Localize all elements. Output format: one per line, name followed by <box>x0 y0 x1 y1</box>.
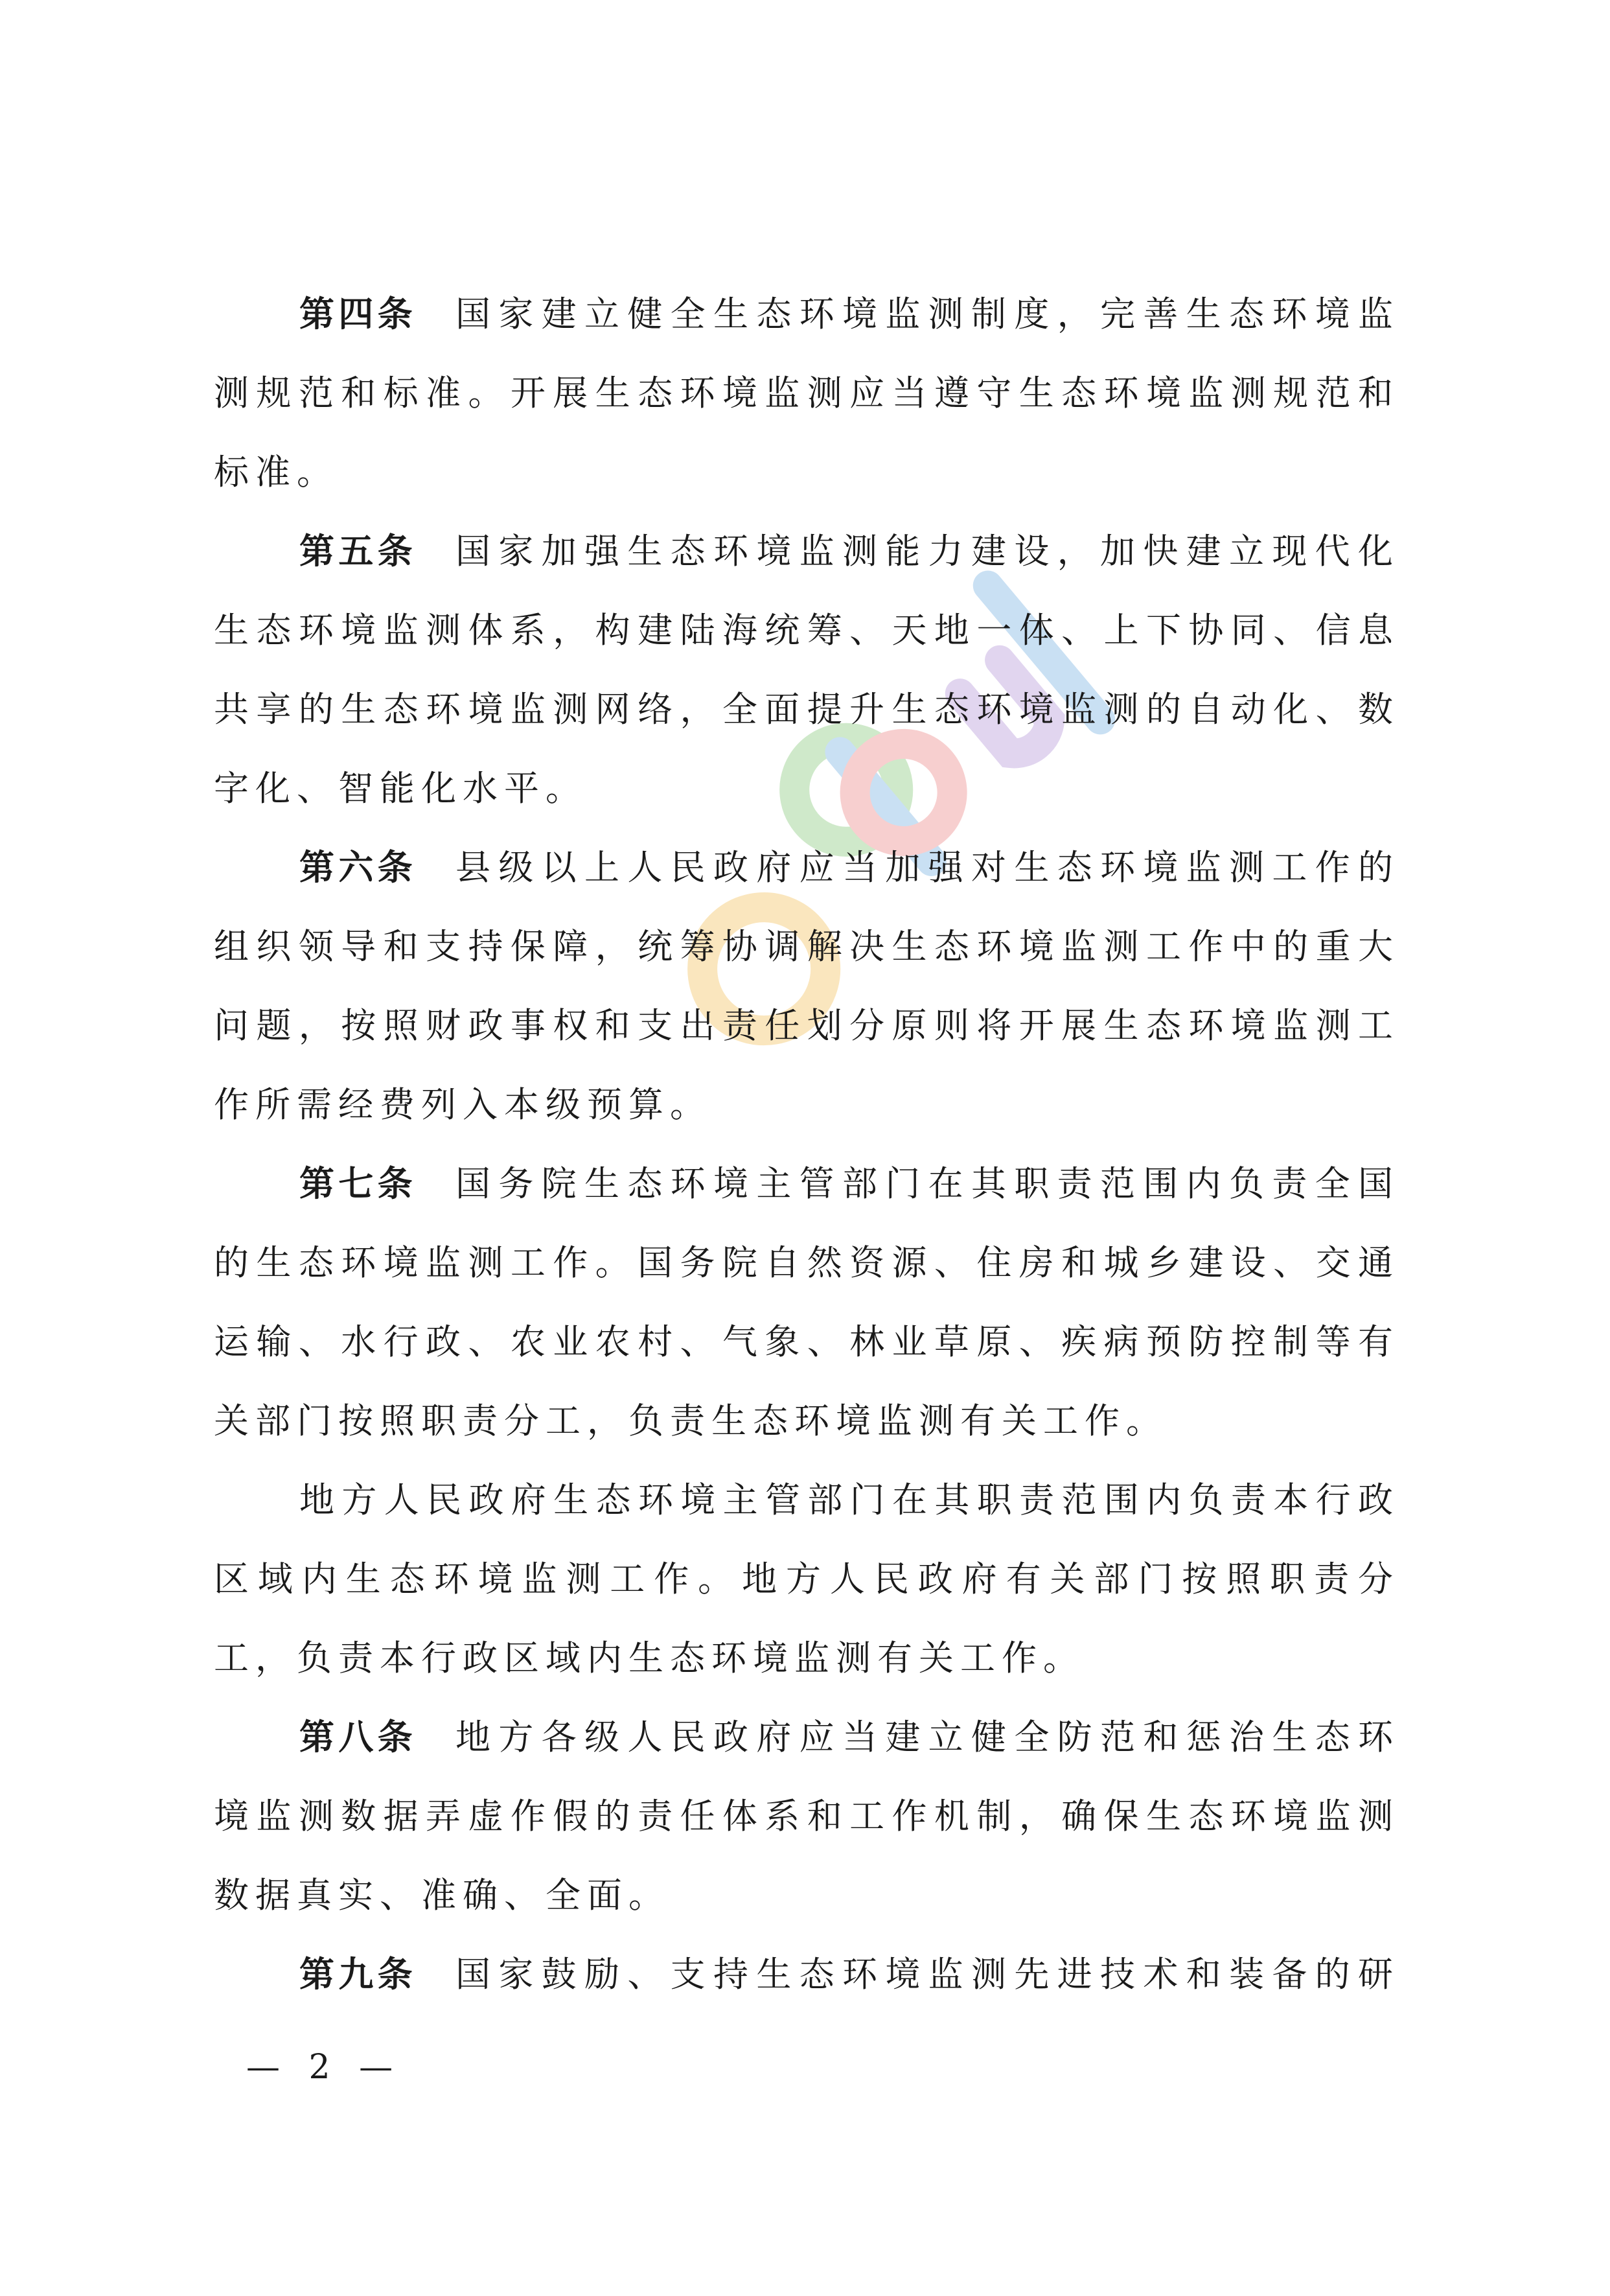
article-8-line-2: 境监测数据弄虚作假的责任体系和工作机制，确保生态环境监测 <box>214 1796 1399 1837</box>
article-8-line-1 <box>299 1708 1399 1767</box>
article-5-line-2: 生态环境监测体系，构建陆海统筹、天地一体、上下协同、信息 <box>214 610 1399 651</box>
article-5-line-4: 字化、智能化水平。 <box>214 768 587 809</box>
article-8-number: 第八条 <box>299 1717 417 1757</box>
article-4-number: 第四条 <box>299 294 417 334</box>
article-7-number: 第七条 <box>299 1163 417 1204</box>
article-6-line-2: 组织领导和支持保障，统筹协调解决生态环境监测工作中的重大 <box>214 926 1399 967</box>
article-6-line-3: 问题，按照财政事权和支出责任划分原则将开展生态环境监测工 <box>214 1005 1399 1046</box>
article-8-text-1: 地方各级人民政府应当建立健全防范和惩治生态环 <box>455 1717 1399 1757</box>
article-5-number: 第五条 <box>299 531 417 572</box>
article-6-number: 第六条 <box>299 847 417 888</box>
article-9-text-1: 国家鼓励、支持生态环境监测先进技术和装备的研 <box>455 1954 1399 1995</box>
article-7-line-4: 关部门按照职责分工，负责生态环境监测有关工作。 <box>214 1400 1167 1441</box>
article-5-line-3: 共享的生态环境监测网络，全面提升生态环境监测的自动化、数 <box>214 689 1399 730</box>
article-7-line-2: 的生态环境监测工作。国务院自然资源、住房和城乡建设、交通 <box>214 1242 1399 1283</box>
article-6-line-1 <box>299 839 1399 897</box>
article-4-text-1: 国家建立健全生态环境监测制度，完善生态环境监 <box>455 294 1399 334</box>
article-7-paragraph-2-line-3: 工，负责本行政区域内生态环境监测有关工作。 <box>214 1638 1085 1678</box>
article-6-text-1: 县级以上人民政府应当加强对生态环境监测工作的 <box>455 847 1399 888</box>
article-7-line-1 <box>299 1155 1399 1213</box>
article-6-line-4: 作所需经费列入本级预算。 <box>214 1084 711 1125</box>
article-8-line-3: 数据真实、准确、全面。 <box>214 1875 670 1916</box>
article-7-text-1: 国务院生态环境主管部门在其职责范围内负责全国 <box>455 1163 1399 1204</box>
article-7-paragraph-2-line-2: 区域内生态环境监测工作。地方人民政府有关部门按照职责分 <box>214 1559 1399 1599</box>
article-4-line-1 <box>299 285 1399 343</box>
article-7-line-3: 运输、水行政、农业农村、气象、林业草原、疾病预防控制等有 <box>214 1321 1399 1362</box>
article-9-line-1 <box>299 1945 1399 2004</box>
article-7-paragraph-2-line-1: 地方人民政府生态环境主管部门在其职责范围内负责本行政 <box>299 1479 1399 1520</box>
article-9-number: 第九条 <box>299 1954 417 1995</box>
article-5-line-1 <box>299 522 1399 581</box>
article-4-line-3: 标准。 <box>214 452 338 493</box>
article-5-text-1: 国家加强生态环境监测能力建设，加快建立现代化 <box>455 531 1399 572</box>
article-4-line-2: 测规范和标准。开展生态环境监测应当遵守生态环境监测规范和 <box>214 373 1399 413</box>
page-number: — 2 — <box>246 2048 402 2087</box>
